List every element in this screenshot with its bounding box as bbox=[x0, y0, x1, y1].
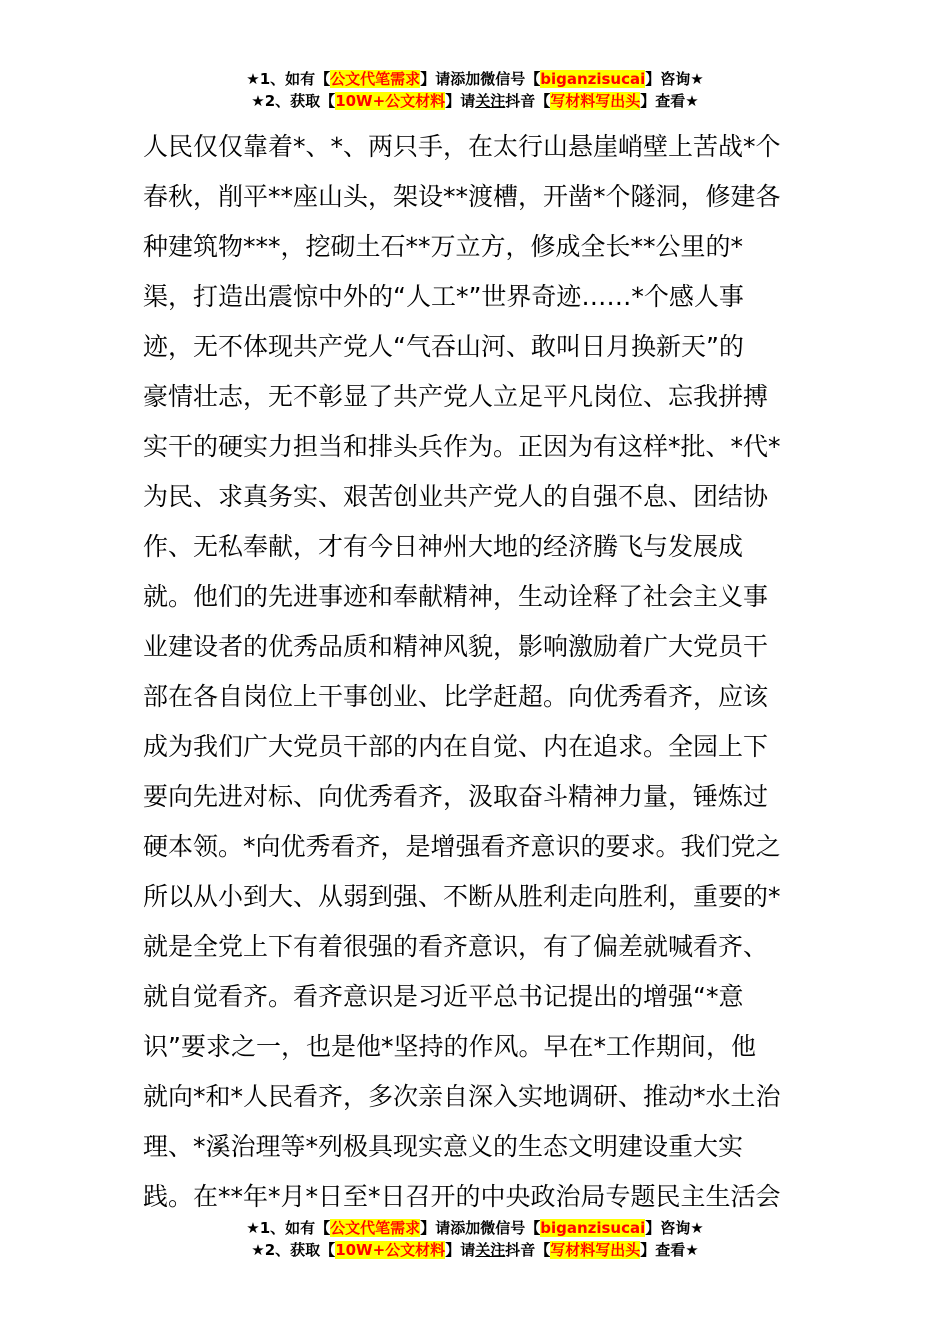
body-line: 就自觉看齐。看齐意识是习近平总书记提出的增强“*意 bbox=[143, 982, 744, 1011]
body-line: 种建筑物***，挖砌土石**万立方，修成全长**公里的* bbox=[143, 232, 744, 261]
header-banner bbox=[0, 68, 950, 112]
body-line: 渠，打造出震惊中外的“人工*”世界奇迹……*个感人事 bbox=[143, 282, 744, 311]
footer-line-2-mid1: 】请 bbox=[445, 1241, 476, 1259]
body-line: 成为我们广大党员干部的内在自觉、内在追求。全园上下 bbox=[143, 732, 769, 761]
header-douyin-id: 写材料写出头 bbox=[550, 92, 641, 110]
footer-wechat-id: biganzisucai bbox=[540, 1219, 646, 1237]
footer-line-2 bbox=[0, 1239, 950, 1261]
footer-banner bbox=[0, 1217, 950, 1261]
header-line-2 bbox=[0, 90, 950, 112]
header-line-1-post: 】咨询★ bbox=[645, 70, 704, 88]
body-line: 所以从小到大、从弱到强、不断从胜利走向胜利，重要的* bbox=[143, 882, 781, 911]
body-line: 就是全党上下有着很强的看齐意识，有了偏差就喊看齐、 bbox=[143, 932, 769, 961]
footer-line-1 bbox=[0, 1217, 950, 1239]
body-line: 实干的硬实力担当和排头兵作为。正因为有这样*批、*代* bbox=[143, 432, 781, 461]
header-line-2-mid2: 抖音【 bbox=[505, 92, 551, 110]
footer-materials-highlight: 10W+公文材料 bbox=[335, 1241, 446, 1259]
header-line-2-pre: ★2、获取【 bbox=[251, 92, 336, 110]
header-materials-highlight: 10W+公文材料 bbox=[335, 92, 446, 110]
body-line: 业建设者的优秀品质和精神风貌，影响激励着广大党员干 bbox=[143, 632, 769, 661]
body-line: 硬本领。*向优秀看齐，是增强看齐意识的要求。我们党之 bbox=[143, 832, 781, 861]
body-line: 理、*溪治理等*列极具现实意义的生态文明建设重大实 bbox=[143, 1132, 744, 1161]
footer-line-1-pre: ★1、如有【 bbox=[246, 1219, 331, 1237]
body-line: 践。在**年*月*日至*日召开的中央政治局专题民主生活会 bbox=[143, 1182, 781, 1211]
body-line: 就向*和*人民看齐，多次亲自深入实地调研、推动*水土治 bbox=[143, 1082, 781, 1111]
body-line: 识”要求之一，也是他*坚持的作风。早在*工作期间，他 bbox=[143, 1032, 756, 1061]
footer-line-2-mid2: 抖音【 bbox=[505, 1241, 551, 1259]
footer-line-1-mid: 】请添加微信号【 bbox=[420, 1219, 541, 1237]
document-body bbox=[143, 122, 813, 1222]
body-line: 人民仅仅靠着*、*、两只手，在太行山悬崖峭壁上苦战*个 bbox=[143, 132, 781, 161]
header-line-2-post: 】查看★ bbox=[640, 92, 699, 110]
header-line-1 bbox=[0, 68, 950, 90]
footer-line-1-post: 】咨询★ bbox=[645, 1219, 704, 1237]
header-line-1-pre: ★1、如有【 bbox=[246, 70, 331, 88]
body-line: 要向先进对标、向优秀看齐，汲取奋斗精神力量，锤炼过 bbox=[143, 782, 769, 811]
header-service-highlight: 公文代笔需求 bbox=[330, 70, 421, 88]
body-line: 部在各自岗位上干事创业、比学赶超。向优秀看齐，应该 bbox=[143, 682, 769, 711]
body-line: 豪情壮志，无不彰显了共产党人立足平凡岗位、忘我拼搏 bbox=[143, 382, 769, 411]
header-line-2-mid1: 】请 bbox=[445, 92, 476, 110]
body-line: 作、无私奉献，才有今日神州大地的经济腾飞与发展成 bbox=[143, 532, 744, 561]
footer-service-highlight: 公文代笔需求 bbox=[330, 1219, 421, 1237]
footer-douyin-id: 写材料写出头 bbox=[550, 1241, 641, 1259]
footer-line-2-post: 】查看★ bbox=[640, 1241, 699, 1259]
body-line: 春秋，削平**座山头，架设**渡槽，开凿*个隧洞，修建各 bbox=[143, 182, 781, 211]
body-line: 迹，无不体现共产党人“气吞山河、敢叫日月换新天”的 bbox=[143, 332, 744, 361]
header-line-1-mid: 】请添加微信号【 bbox=[420, 70, 541, 88]
footer-line-2-pre: ★2、获取【 bbox=[251, 1241, 336, 1259]
header-wechat-id: biganzisucai bbox=[540, 70, 646, 88]
footer-follow-text: 关注 bbox=[475, 1241, 506, 1259]
body-line: 为民、求真务实、艰苦创业共产党人的自强不息、团结协 bbox=[143, 482, 769, 511]
header-follow-text: 关注 bbox=[475, 92, 506, 110]
body-line: 就。他们的先进事迹和奉献精神，生动诠释了社会主义事 bbox=[143, 582, 769, 611]
